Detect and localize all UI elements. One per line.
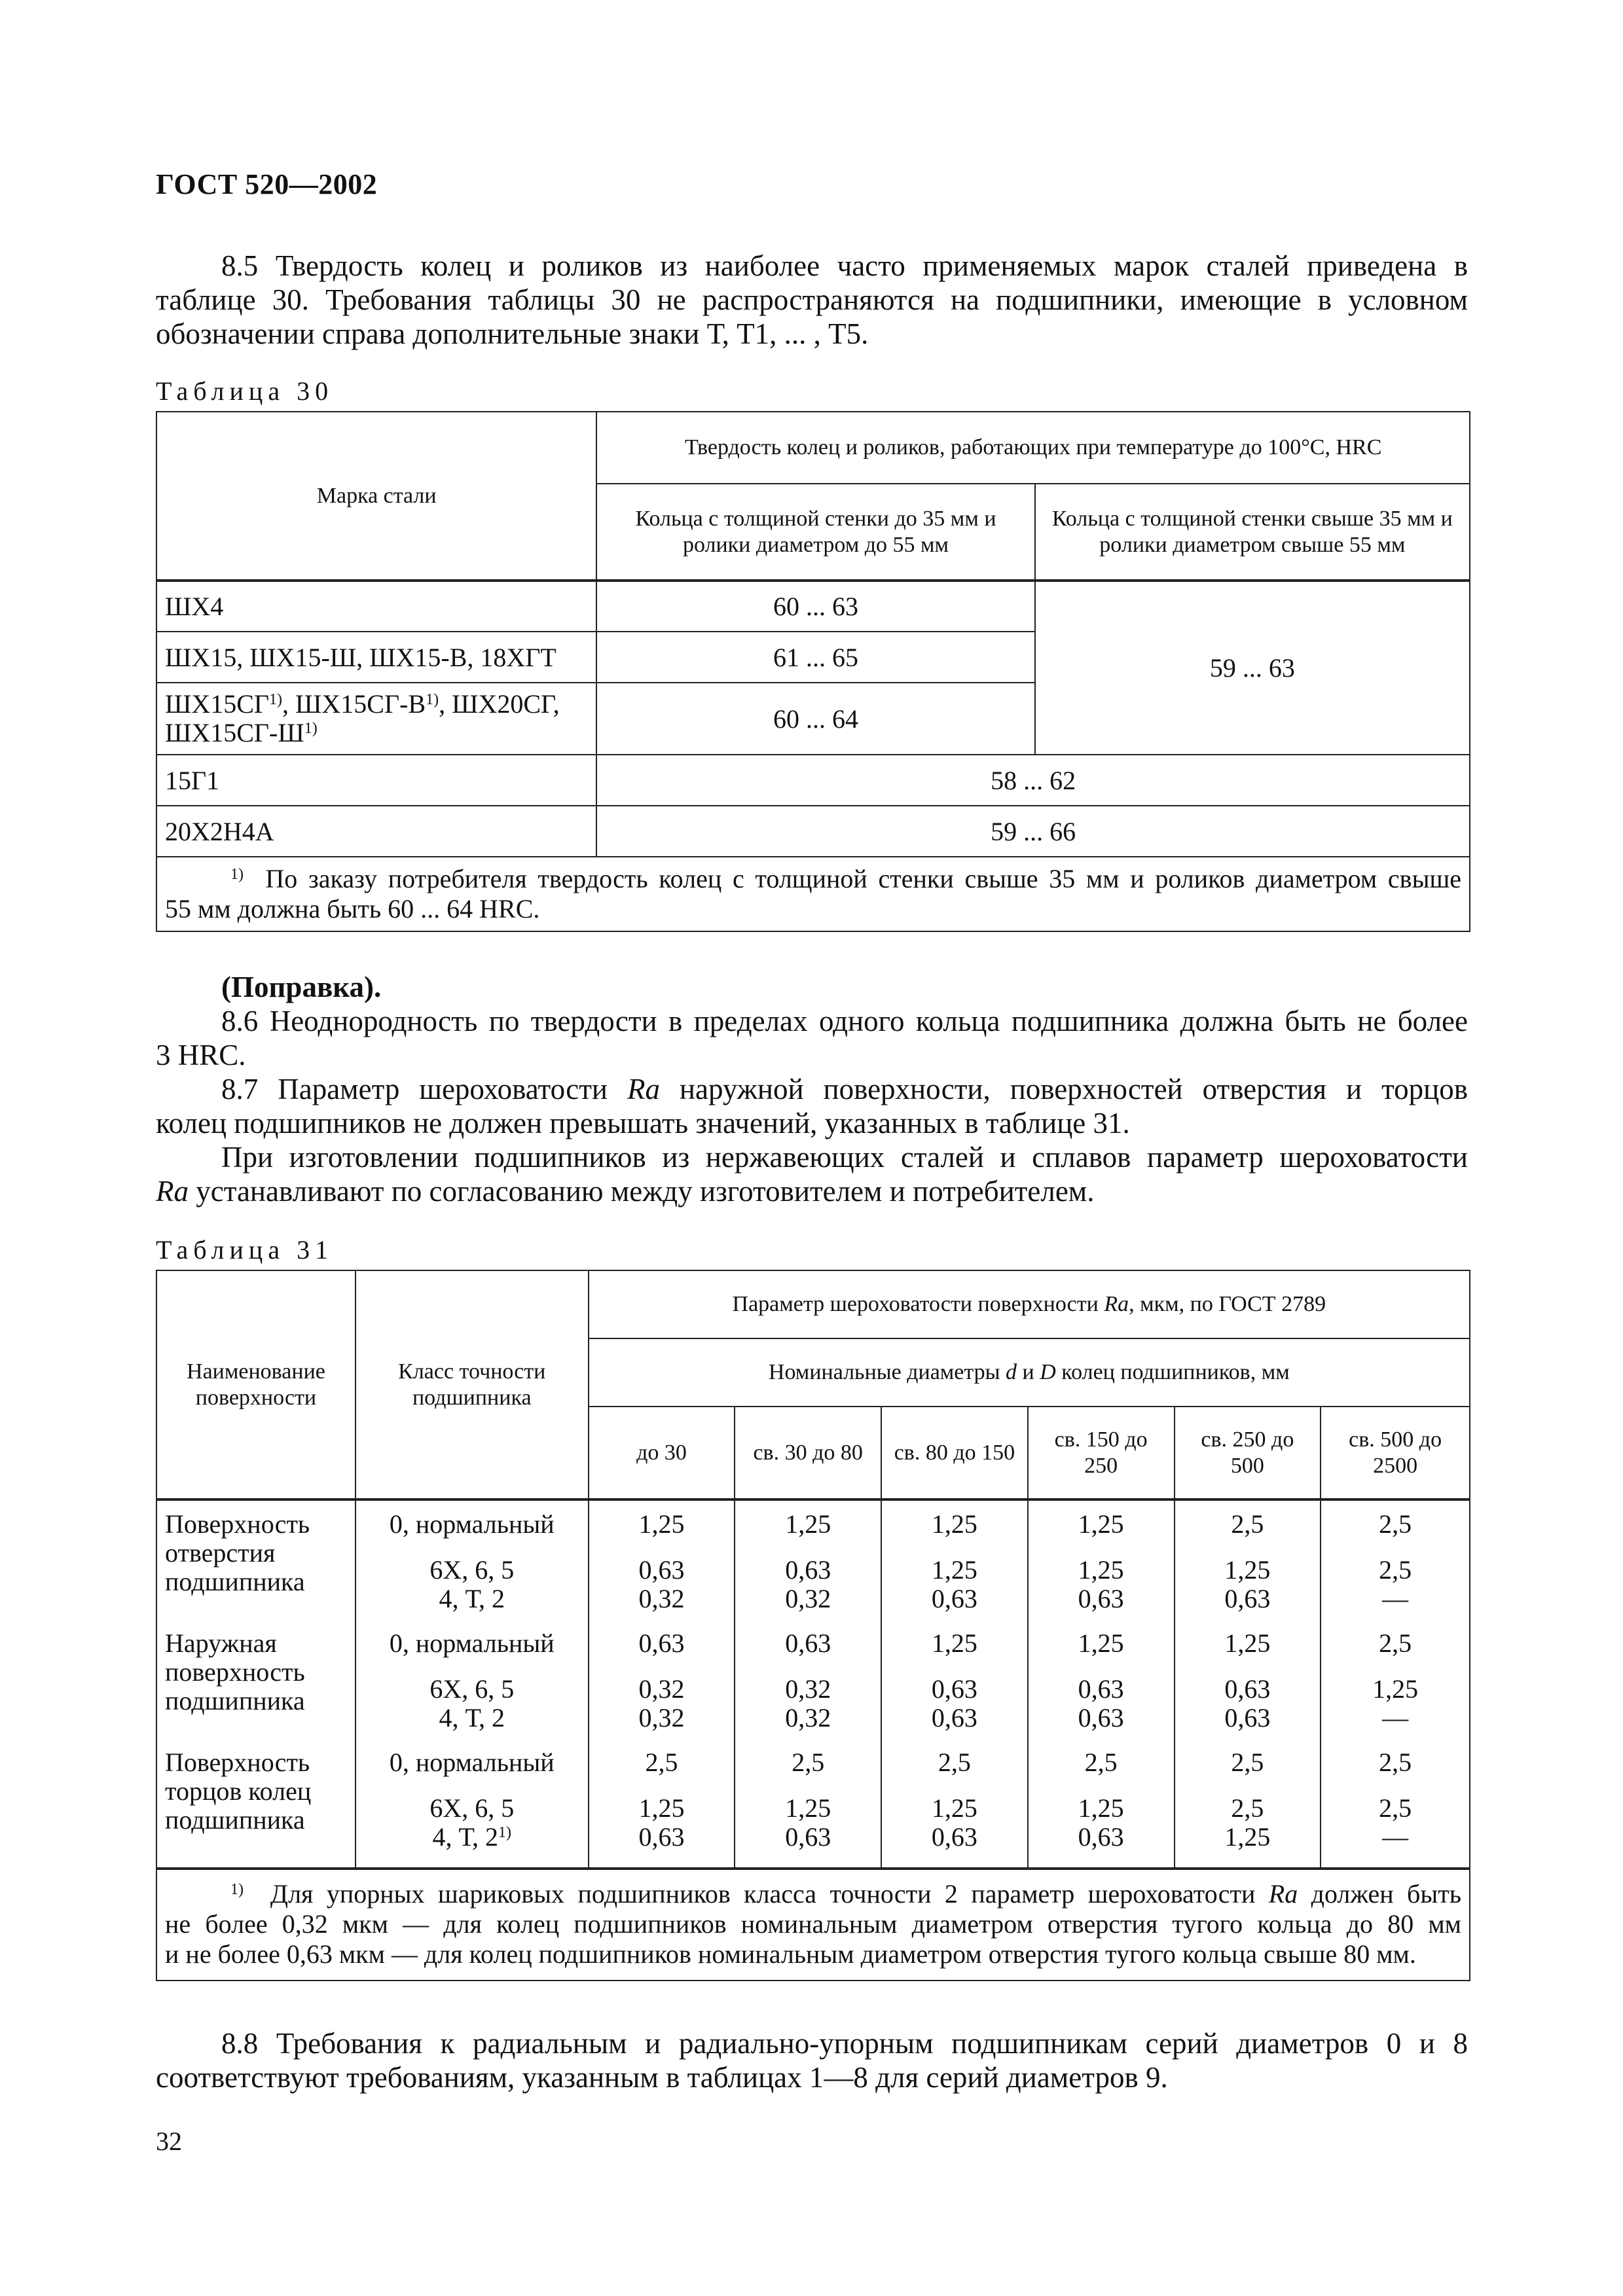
- roughness-value: —: [1382, 1822, 1409, 1852]
- text-italic: Ra: [1104, 1292, 1129, 1316]
- roughness-value: 0,32: [785, 1703, 831, 1732]
- roughness-values: [743, 1748, 873, 1867]
- footnote-mark: 1): [230, 865, 244, 883]
- header-steel-grade: Марка стали: [156, 412, 596, 581]
- header-surface: Наименование поверхности: [156, 1270, 356, 1499]
- grade-text: , ШХ20СГ,: [439, 689, 560, 719]
- paragraph-8-8: [156, 2026, 1468, 2094]
- roughness-values: [1183, 1510, 1313, 1629]
- roughness-value: 0,63: [1078, 1822, 1124, 1852]
- roughness-value: 0,63: [931, 1822, 977, 1852]
- roughness-value: 2,5: [938, 1748, 971, 1777]
- accuracy-class: [364, 1629, 580, 1748]
- roughness-value: 0,63: [931, 1674, 977, 1704]
- roughness-values: [1183, 1629, 1313, 1748]
- roughness-value: 0,32: [638, 1584, 685, 1613]
- roughness-values: [1036, 1629, 1166, 1748]
- text-italic: D: [1040, 1360, 1056, 1384]
- line: 8.6 Неоднородность по твердости в пределах одного кольца подшипника должна быть не более: [221, 1005, 1468, 1037]
- line: 8.5 Твердость колец и роликов из наиболее часто применяемых марок сталей приведена в: [221, 249, 1468, 282]
- roughness-values: [1036, 1748, 1166, 1867]
- roughness-value: 0,63: [638, 1555, 685, 1585]
- header-thick-rings: Кольца с толщиной стенки свыше 35 мм и ролики диаметром свыше 55 мм: [1035, 484, 1470, 581]
- roughness-value: 2,5: [1379, 1748, 1412, 1777]
- header-roughness: [589, 1270, 1470, 1338]
- roughness-values: [597, 1629, 727, 1748]
- roughness-value: 0,63: [638, 1822, 685, 1852]
- roughness-values: [890, 1629, 1019, 1748]
- roughness-value: 0,63: [1224, 1674, 1271, 1704]
- line: При изготовлении подшипников из нержавеющих сталей и сплавов параметр шероховатости: [221, 1141, 1468, 1174]
- roughness-value: 0,63: [1078, 1703, 1124, 1732]
- roughness-values: [890, 1510, 1019, 1629]
- roughness-value: 0,63: [1078, 1674, 1124, 1704]
- line: соответствуют требованиям, указанным в таблицах 1—8 для серий диаметров 9.: [156, 2061, 1168, 2094]
- line: колец подшипников не должен превышать значений, указанных в таблице 31.: [156, 1107, 1130, 1139]
- roughness-value: 0,32: [638, 1703, 685, 1732]
- roughness-value: 1,25: [785, 1509, 831, 1539]
- table-31-body-row: [156, 1499, 1470, 1869]
- header-col-1: св. 30 до 80: [735, 1407, 881, 1499]
- surface-name: Наружная поверхность подшипника: [165, 1628, 305, 1715]
- roughness-values: [1329, 1629, 1461, 1748]
- hardness-cell: 60 ... 64: [596, 683, 1034, 755]
- roughness-value: 1,25: [931, 1555, 977, 1585]
- roughness-values: [1329, 1748, 1461, 1867]
- footnote-mark: 1): [269, 691, 283, 708]
- roughness-values: [1183, 1748, 1313, 1867]
- roughness-value: 2,5: [1379, 1793, 1412, 1823]
- text: наружной поверхности, поверхностей отверстия и торцов: [659, 1073, 1468, 1105]
- roughness-value: 0,63: [1078, 1584, 1124, 1613]
- header-diameters: [589, 1338, 1470, 1407]
- steel-grade-cell: ШХ15, ШХ15-Ш, ШХ15-В, 18ХГТ: [156, 632, 596, 683]
- text-italic: Ra: [156, 1175, 189, 1208]
- paragraph-8-5: [156, 249, 1468, 351]
- grade-text: ШХ15СГ: [165, 689, 270, 719]
- roughness-value: 1,25: [1078, 1793, 1124, 1823]
- text-italic: Ra: [627, 1073, 660, 1105]
- footnote-text: не более 0,32 мкм — для колец подшипников номинальным диаметром отверстия тугого кольца до 80 мм: [165, 1909, 1461, 1939]
- footnote-mark: 1): [498, 1823, 511, 1841]
- table-30-caption: Таблица 30: [156, 376, 334, 406]
- roughness-value: 2,5: [1379, 1509, 1412, 1539]
- roughness-value: 2,5: [1231, 1748, 1264, 1777]
- roughness-values: [1329, 1510, 1461, 1629]
- roughness-value: 0,63: [1224, 1584, 1271, 1613]
- roughness-value: 1,25: [1224, 1628, 1271, 1658]
- steel-grade-cell: 20Х2Н4А: [156, 806, 596, 857]
- table-30: [156, 411, 1470, 932]
- value-column: [881, 1499, 1028, 1869]
- roughness-value: 1,25: [931, 1628, 977, 1658]
- table-30-footnote: [156, 857, 1470, 931]
- roughness-value: 0,32: [785, 1674, 831, 1704]
- line: [156, 1072, 1468, 1106]
- text: и: [1017, 1360, 1040, 1384]
- standard-header: ГОСТ 520—2002: [156, 168, 378, 200]
- footnote-text: должен быть: [1298, 1879, 1461, 1909]
- roughness-value: 2,5: [1231, 1509, 1264, 1539]
- header-col-4: св. 250 до 500: [1175, 1407, 1321, 1499]
- class-mid: 6Х, 6, 5: [429, 1674, 515, 1704]
- table-31: [156, 1270, 1470, 1981]
- roughness-values: [597, 1748, 727, 1867]
- header-col-5: св. 500 до 2500: [1321, 1407, 1470, 1499]
- hardness-cell: 58 ... 62: [596, 755, 1470, 806]
- header-thin-rings: Кольца с толщиной стенки до 35 мм и ролики диаметром до 55 мм: [596, 484, 1034, 581]
- class-high-text: 4, Т, 2: [432, 1822, 498, 1852]
- roughness-value: 2,5: [792, 1748, 825, 1777]
- roughness-values: [597, 1510, 727, 1629]
- header-hardness: Твердость колец и роликов, работающих при температуре до 100°С, HRC: [596, 412, 1470, 484]
- class-high: [364, 1585, 580, 1613]
- header-col-2: св. 80 до 150: [881, 1407, 1028, 1499]
- hardness-cell: 61 ... 65: [596, 632, 1034, 683]
- roughness-value: 0,32: [785, 1584, 831, 1613]
- roughness-value: —: [1382, 1703, 1409, 1732]
- surface-name: Поверхность торцов колец подшипника: [165, 1748, 312, 1835]
- text: колец подшипников, мм: [1055, 1360, 1290, 1384]
- class-normal: 0, нормальный: [389, 1748, 555, 1777]
- roughness-value: 2,5: [645, 1748, 678, 1777]
- line: обозначении справа дополнительные знаки Т, Т1, ... , Т5.: [156, 317, 869, 350]
- hardness-cell: 60 ... 63: [596, 581, 1034, 632]
- value-column: [1028, 1499, 1175, 1869]
- hardness-cell-shared: 59 ... 63: [1035, 581, 1470, 755]
- surface-column: [156, 1499, 356, 1869]
- text: Номинальные диаметры: [768, 1360, 1006, 1384]
- text: Параметр шероховатости поверхности: [732, 1292, 1104, 1316]
- steel-grade-cell: 15Г1: [156, 755, 596, 806]
- text: устанавливают по согласованию между изготовителем и потребителем.: [189, 1175, 1095, 1208]
- paragraph-8-7: [156, 1072, 1468, 1208]
- roughness-value: 1,25: [638, 1509, 685, 1539]
- roughness-value: 2,5: [1379, 1555, 1412, 1585]
- roughness-values: [743, 1629, 873, 1748]
- steel-grade-cell: ШХ4: [156, 581, 596, 632]
- roughness-values: [1036, 1510, 1166, 1629]
- line: 3 HRC.: [156, 1039, 246, 1071]
- line: 8.8 Требования к радиальным и радиально-упорным подшипникам серий диаметров 0 и 8: [221, 2027, 1468, 2060]
- grade-text: , ШХ15СГ-В: [282, 689, 426, 719]
- header-accuracy-class: Класс точности подшипника: [356, 1270, 589, 1499]
- roughness-value: 0,63: [638, 1628, 685, 1658]
- table-31-footnote: [156, 1869, 1470, 1981]
- roughness-value: 1,25: [931, 1509, 977, 1539]
- footnote-text-italic: Ra: [1268, 1879, 1298, 1909]
- footnote-text: Для упорных шариковых подшипников класса точности 2 параметр шероховатости: [270, 1879, 1269, 1909]
- class-high: [364, 1704, 580, 1732]
- value-column: [589, 1499, 735, 1869]
- roughness-values: [890, 1748, 1019, 1867]
- value-column: [1321, 1499, 1470, 1869]
- roughness-value: 1,25: [931, 1793, 977, 1823]
- roughness-value: 1,25: [1224, 1822, 1271, 1852]
- roughness-value: 0,63: [931, 1703, 977, 1732]
- footnote-text: По заказу потребителя твердость колец с толщиной стенки свыше 35 мм и роликов диаметром свыше: [265, 864, 1461, 893]
- roughness-value: 0,63: [785, 1555, 831, 1585]
- roughness-value: 1,25: [1078, 1628, 1124, 1658]
- roughness-value: 2,5: [1379, 1628, 1412, 1658]
- line: [156, 1174, 1468, 1208]
- steel-grade-cell: [156, 683, 596, 755]
- roughness-value: 0,32: [638, 1674, 685, 1704]
- roughness-value: 1,25: [1078, 1509, 1124, 1539]
- roughness-value: 0,63: [785, 1822, 831, 1852]
- text: 8.7 Параметр шероховатости: [221, 1073, 627, 1105]
- class-high-text: 4, Т, 2: [439, 1584, 505, 1613]
- roughness-value: 1,25: [785, 1793, 831, 1823]
- class-mid: 6Х, 6, 5: [429, 1555, 515, 1585]
- class-high-text: 4, Т, 2: [439, 1703, 505, 1732]
- roughness-value: 2,5: [1231, 1793, 1264, 1823]
- roughness-value: 1,25: [1372, 1674, 1419, 1704]
- footnote-mark: 1): [426, 691, 439, 708]
- roughness-value: 2,5: [1084, 1748, 1118, 1777]
- class-normal: 0, нормальный: [389, 1509, 555, 1539]
- class-normal: 0, нормальный: [389, 1628, 555, 1658]
- class-column: [356, 1499, 589, 1869]
- footnote-text: 55 мм должна быть 60 ... 64 HRC.: [165, 894, 540, 924]
- roughness-value: 0,63: [1224, 1703, 1271, 1732]
- roughness-value: 0,63: [785, 1628, 831, 1658]
- roughness-value: 1,25: [1078, 1555, 1124, 1585]
- surface-name: Поверхность отверстия подшипника: [165, 1509, 310, 1596]
- paragraph-8-6: [156, 1004, 1468, 1072]
- accuracy-class: [364, 1510, 580, 1629]
- value-column: [1175, 1499, 1321, 1869]
- amendment-note: (Поправка).: [221, 971, 382, 1003]
- footnote-text: и не более 0,63 мкм — для колец подшипников номинальным диаметром отверстия тугого кольца свыше 80 мм.: [165, 1939, 1416, 1969]
- header-col-3: св. 150 до 250: [1028, 1407, 1175, 1499]
- footnote-mark: 1): [230, 1880, 244, 1898]
- roughness-values: [743, 1510, 873, 1629]
- roughness-value: 1,25: [638, 1793, 685, 1823]
- page-number: 32: [156, 2126, 182, 2156]
- header-col-0: до 30: [589, 1407, 735, 1499]
- value-column: [735, 1499, 881, 1869]
- class-high: [364, 1823, 580, 1852]
- footnote-mark: 1): [304, 719, 318, 737]
- roughness-value: 0,63: [931, 1584, 977, 1613]
- roughness-value: 1,25: [1224, 1555, 1271, 1585]
- grade-text: ШХ15СГ-Ш: [165, 718, 304, 747]
- table-31-caption: Таблица 31: [156, 1235, 334, 1265]
- hardness-cell: 59 ... 66: [596, 806, 1470, 857]
- line: таблице 30. Требования таблицы 30 не распространяются на подшипники, имеющие в условном: [156, 283, 1468, 316]
- class-mid: 6Х, 6, 5: [429, 1793, 515, 1823]
- roughness-value: —: [1382, 1584, 1409, 1613]
- accuracy-class: [364, 1748, 580, 1867]
- text: , мкм, по ГОСТ 2789: [1129, 1292, 1326, 1316]
- text-italic: d: [1006, 1360, 1017, 1384]
